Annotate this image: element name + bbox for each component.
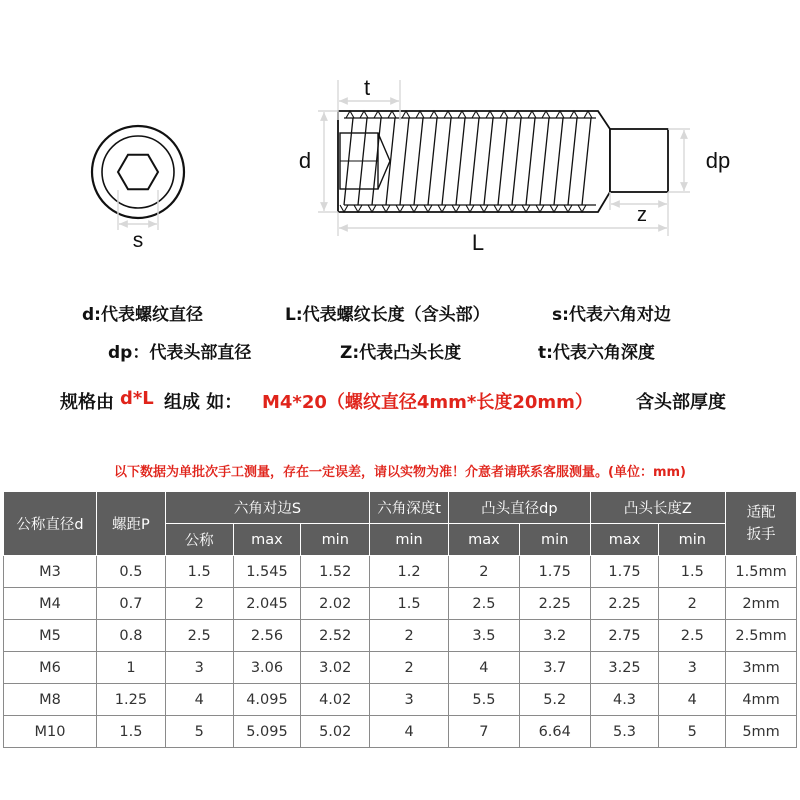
table-cell: 1.5	[370, 588, 449, 620]
header-nominal-diameter: 公称直径d	[4, 492, 97, 556]
spec-mid: 组成 如：	[164, 392, 243, 413]
subheader-s-max: max	[233, 524, 301, 556]
subheader-dp-min: min	[519, 524, 590, 556]
label-dp: dp	[705, 148, 731, 173]
legend-L: L:代表螺纹长度（含头部）	[285, 305, 490, 325]
table-cell: 1.5mm	[726, 556, 797, 588]
table-cell: 3	[659, 652, 726, 684]
table-cell: 2.5	[449, 588, 520, 620]
table-row	[4, 588, 797, 620]
table-cell: 2.52	[301, 620, 370, 652]
table-cell: 1.5	[97, 716, 166, 748]
table-row	[4, 716, 797, 748]
table-cell: M8	[4, 684, 97, 716]
table-cell: 2.045	[233, 588, 301, 620]
table-cell: 3.02	[301, 652, 370, 684]
subheader-s-min: min	[301, 524, 370, 556]
table-cell: 4	[165, 684, 233, 716]
subheader-dp-max: max	[449, 524, 520, 556]
table-cell: 0.8	[97, 620, 166, 652]
table-cell: 5mm	[726, 716, 797, 748]
table-cell: 3	[165, 652, 233, 684]
spec-prefix: 规格由	[60, 392, 114, 413]
end-view	[92, 126, 184, 230]
header-wrench	[726, 492, 797, 556]
table-cell: 2	[659, 588, 726, 620]
table-cell: 4.02	[301, 684, 370, 716]
table-cell: 1.52	[301, 556, 370, 588]
table-cell: M4	[4, 588, 97, 620]
table-cell: 1.5	[659, 556, 726, 588]
legend-t: t:代表六角深度	[538, 343, 655, 363]
table-cell: 3mm	[726, 652, 797, 684]
header-hex-depth: 六角深度t	[370, 492, 449, 524]
table-row	[4, 556, 797, 588]
table-cell: 1	[97, 652, 166, 684]
header-wrench-label: 适配扳手	[746, 504, 776, 543]
header-z: 凸头长度Z	[590, 492, 726, 524]
table-cell: 2	[370, 620, 449, 652]
table-cell: 2.25	[519, 588, 590, 620]
table-cell: 5.02	[301, 716, 370, 748]
table-cell: 2.5	[165, 620, 233, 652]
subheader-t-min: min	[370, 524, 449, 556]
table-cell: 0.5	[97, 556, 166, 588]
table-row	[4, 652, 797, 684]
table-cell: M6	[4, 652, 97, 684]
table-cell: 4mm	[726, 684, 797, 716]
table-cell: 0.7	[97, 588, 166, 620]
table-cell: 1.2	[370, 556, 449, 588]
table-cell: 2	[449, 556, 520, 588]
table-cell: 2.5mm	[726, 620, 797, 652]
table-cell: 4	[370, 716, 449, 748]
screw-diagram	[0, 0, 800, 280]
subheader-z-min: min	[659, 524, 726, 556]
table-cell: M5	[4, 620, 97, 652]
table-cell: 5	[659, 716, 726, 748]
table-cell: 2	[165, 588, 233, 620]
spec-suffix: 含头部厚度	[636, 392, 726, 413]
table-cell: 1.75	[590, 556, 659, 588]
table-cell: 5.2	[519, 684, 590, 716]
table-cell: 1.5	[165, 556, 233, 588]
table-cell: 2.56	[233, 620, 301, 652]
table-cell: 5	[165, 716, 233, 748]
table-cell: 4.3	[590, 684, 659, 716]
table-cell: 5.5	[449, 684, 520, 716]
table-cell: 2.75	[590, 620, 659, 652]
table-cell: 2	[370, 652, 449, 684]
table-cell: 2.02	[301, 588, 370, 620]
legend-dp: dp：代表头部直径	[108, 343, 252, 363]
table-row	[4, 620, 797, 652]
table-cell: 3.2	[519, 620, 590, 652]
legend-z: Z:代表凸头长度	[340, 343, 462, 363]
table-cell: 1.545	[233, 556, 301, 588]
table-cell: 7	[449, 716, 520, 748]
table-cell: 5.3	[590, 716, 659, 748]
spec-table	[3, 491, 797, 748]
label-t: t	[363, 75, 371, 100]
side-view	[338, 111, 668, 212]
table-cell: 3.06	[233, 652, 301, 684]
header-hex-s: 六角对边S	[165, 492, 369, 524]
table-row	[4, 684, 797, 716]
label-s: s	[132, 229, 144, 252]
table-cell: 5.095	[233, 716, 301, 748]
table-cell: 2.25	[590, 588, 659, 620]
subheader-nominal: 公称	[165, 524, 233, 556]
table-cell: 4	[449, 652, 520, 684]
subheader-z-max: max	[590, 524, 659, 556]
table-cell: 2.5	[659, 620, 726, 652]
table-cell: 4.095	[233, 684, 301, 716]
measurement-notice: 以下数据为单批次手工测量，存在一定误差，请以实物为准！介意者请联系客服测量。(单位：mm)	[114, 465, 686, 480]
table-cell: 3.25	[590, 652, 659, 684]
header-dp: 凸头直径dp	[449, 492, 591, 524]
label-L: L	[471, 230, 485, 255]
table-header-row-1	[4, 492, 797, 524]
table-cell: 3.5	[449, 620, 520, 652]
legend-s: s:代表六角对边	[552, 305, 671, 325]
spec-example: M4*20（螺纹直径4mm*长度20mm）	[262, 392, 593, 413]
table-cell: M10	[4, 716, 97, 748]
table-cell: 2mm	[726, 588, 797, 620]
table-cell: 6.64	[519, 716, 590, 748]
table-cell: 4	[659, 684, 726, 716]
table-cell: M3	[4, 556, 97, 588]
spec-formula: d*L	[120, 388, 154, 409]
table-cell: 3	[370, 684, 449, 716]
table-cell: 1.25	[97, 684, 166, 716]
header-pitch: 螺距P	[97, 492, 166, 556]
label-z: z	[637, 204, 647, 226]
label-d: d	[298, 148, 312, 173]
table-cell: 3.7	[519, 652, 590, 684]
legend-d: d:代表螺纹直径	[82, 305, 203, 325]
table-cell: 1.75	[519, 556, 590, 588]
